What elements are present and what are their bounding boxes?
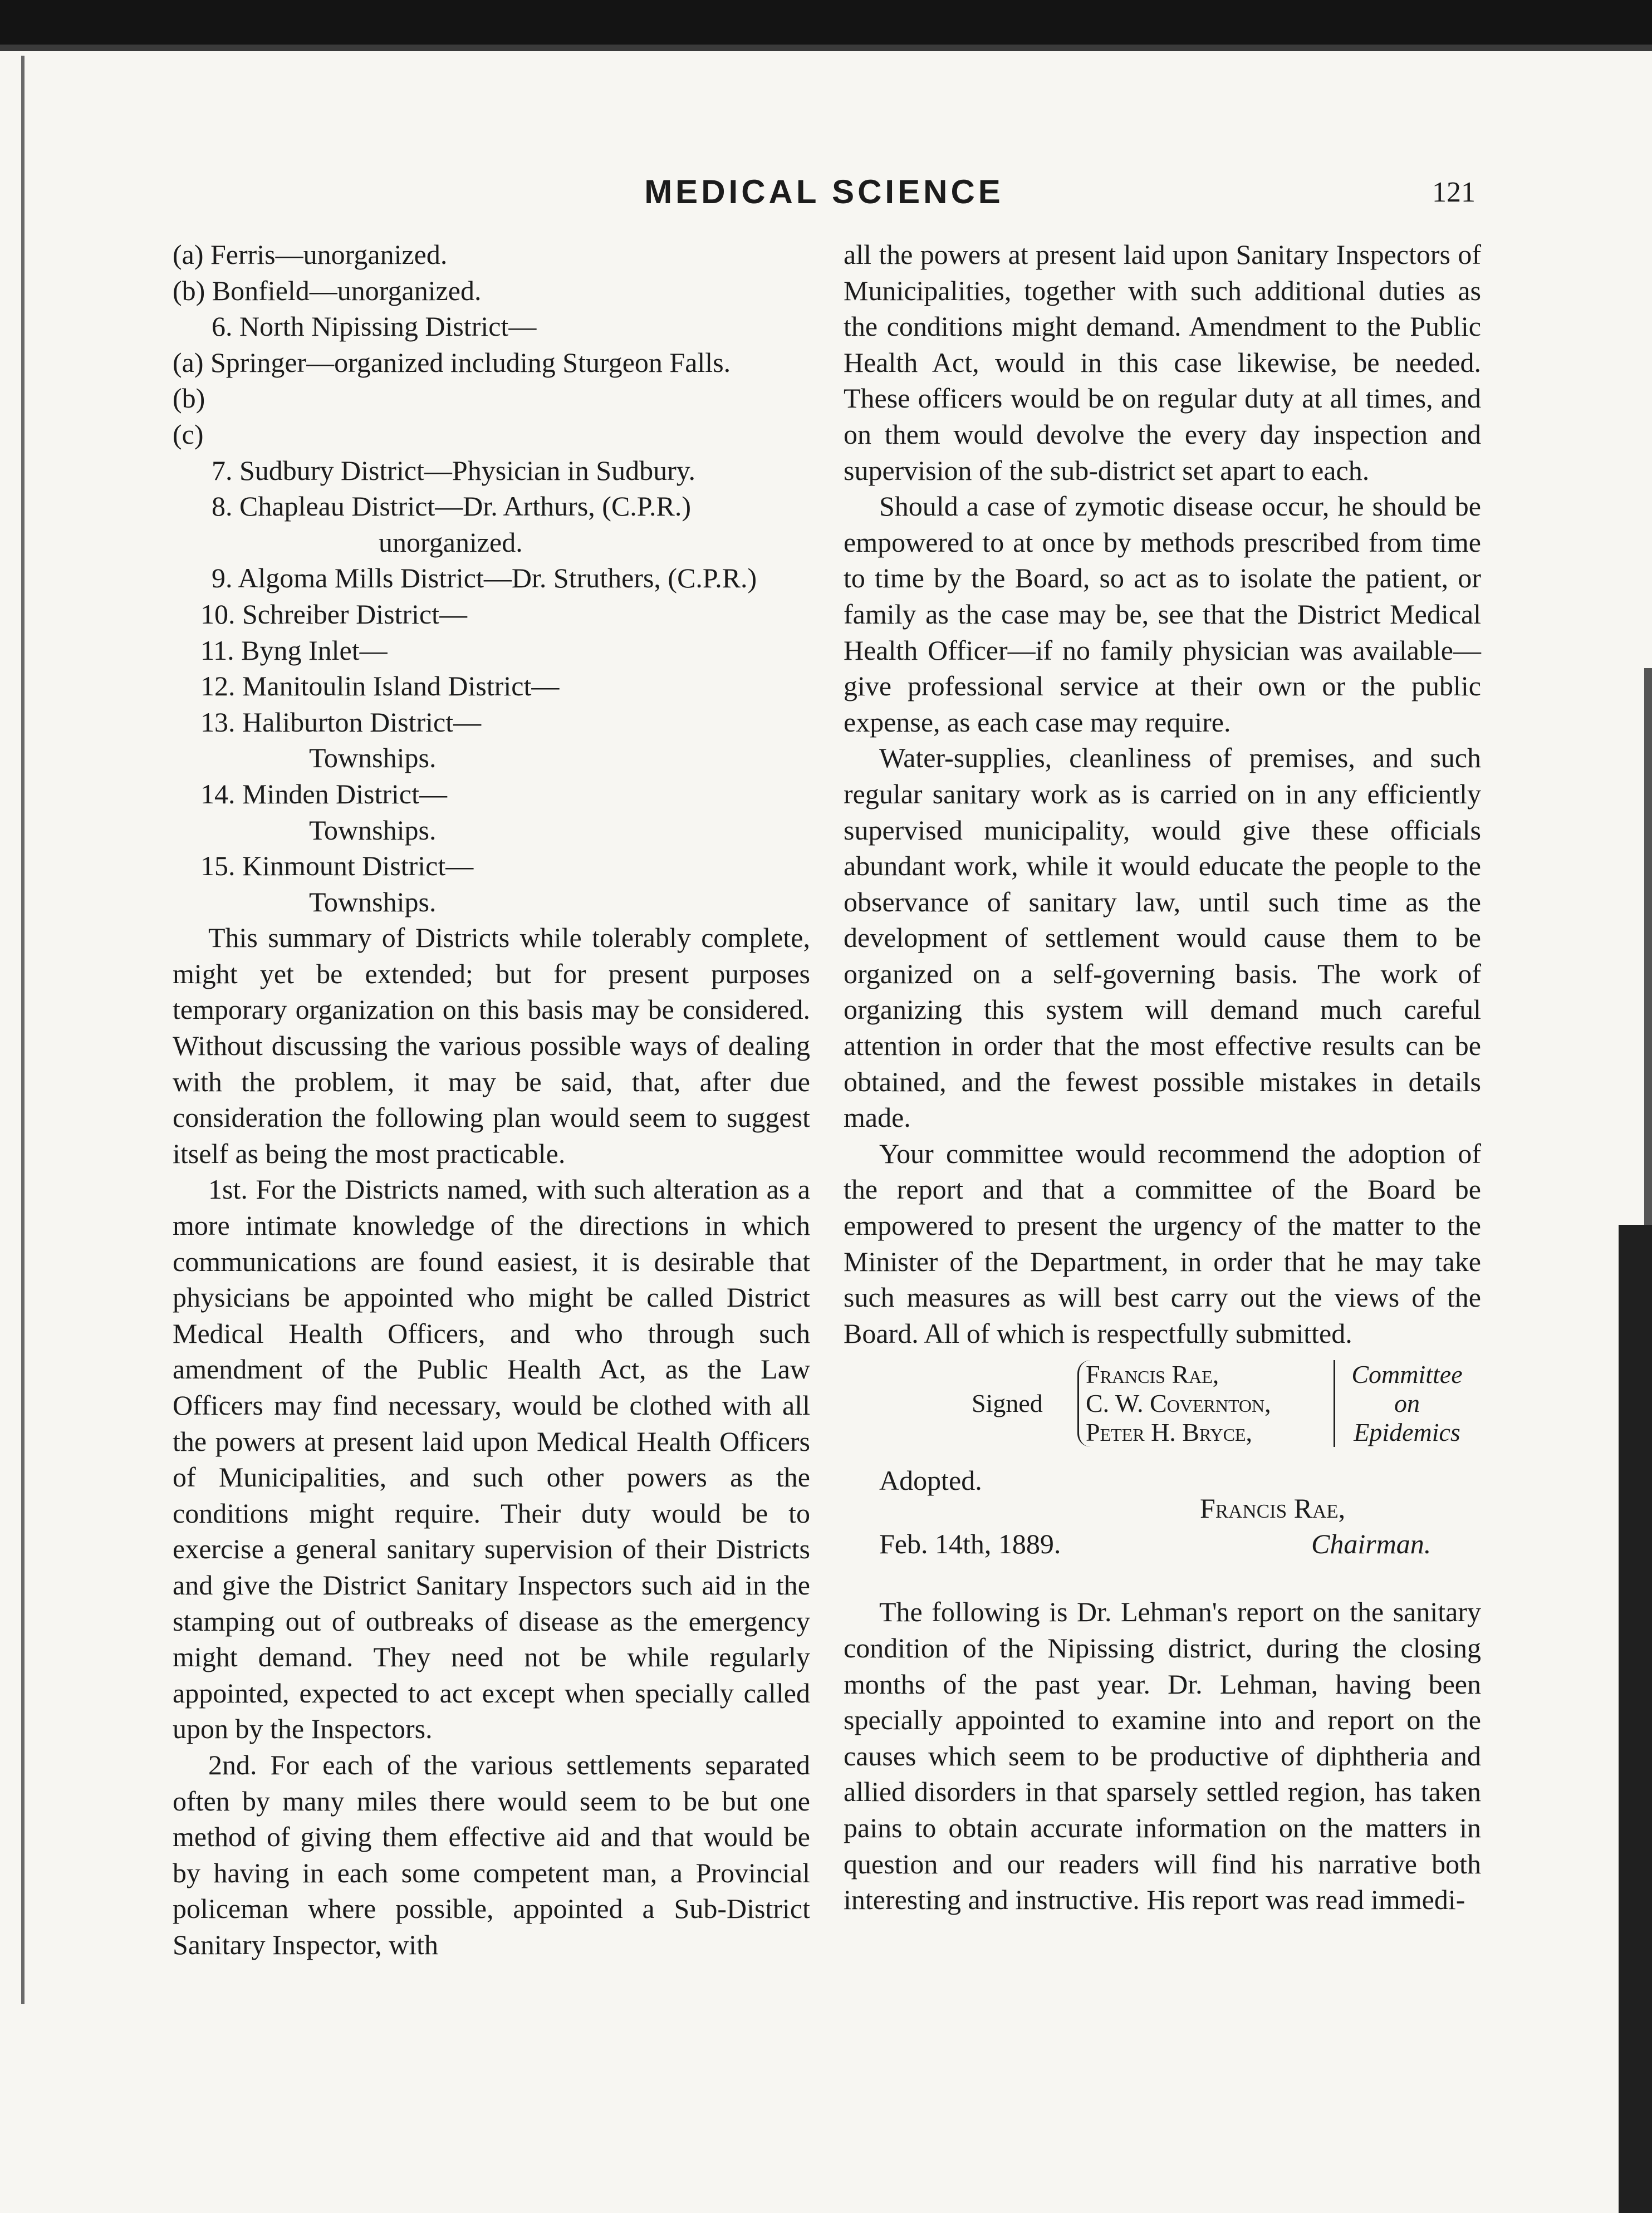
list-item: (b) Bonfield—unorganized.: [173, 274, 482, 306]
list-item-continuation: unorganized.: [379, 526, 523, 558]
paragraph: This summary of Districts while tolerably complete, might yet be extended; but for present purposes temporary organization on this basis may be considered. Without discussing the various possible ways of dealing with the problem, it may be said, that, after due consideration the following plan would seem to suggest itself as being the most practicable.: [173, 922, 810, 1169]
signatory-names: [1077, 1360, 1271, 1447]
scan-edge-right: [1619, 1225, 1652, 2213]
list-item: (a) Springer—organized including Sturgeon Falls.: [173, 346, 731, 378]
list-item-continuation: Townships.: [309, 814, 437, 846]
chairman-block: [844, 1490, 1481, 1563]
section-spacer: [844, 1563, 1481, 1594]
paragraph: all the powers at present laid upon Sanitary Inspectors of Municipalities, together with such additional duties as the conditions might demand. Amendment to the Public Health Act, would in this case likewise, be needed. These officers would be on regular duty at all times, and on them would devolve the every day inspection and supervision of the sub-district set apart to each.: [844, 239, 1481, 486]
committee-line: on: [1394, 1389, 1420, 1418]
signature-block: [844, 1357, 1481, 1496]
list-item: 9. Algoma Mills District—Dr. Struthers, (C.P.R.): [212, 562, 757, 594]
list-item: 15. Kinmount District—: [200, 850, 474, 882]
list-item: 7. Sudbury District—Physician in Sudbury.: [212, 454, 695, 486]
committee-line: Epidemics: [1354, 1418, 1460, 1447]
list-item: (a) Ferris—unorganized.: [173, 239, 448, 270]
scan-border-top-shadow: [0, 45, 1652, 51]
paragraph: The following is Dr. Lehman's report on the sanitary condition of the Nipissing district, during the closing months of the past year. Dr. Lehman, having been specially appointed to examine into and report on the causes which seem to be productive of diphtheria and allied disorders in that sparsely settled region, has taken pains to obtain accurate information on the matters in question and our readers will find his narrative both interesting and instructive. His report was read immedi-: [844, 1596, 1481, 1916]
right-column: [844, 237, 1481, 1918]
left-column: [173, 237, 810, 1963]
scan-edge-left: [21, 56, 24, 2004]
list-item: (b): [173, 382, 205, 414]
list-item: 14. Minden District—: [200, 778, 448, 809]
page-number: 121: [1432, 176, 1475, 208]
signatory-name: Francis Rae,: [1086, 1360, 1219, 1389]
chairman-title: Chairman.: [1311, 1528, 1432, 1560]
list-item-continuation: Townships.: [309, 742, 437, 774]
paragraph: 2nd. For each of the various settlements separated often by many miles there would seem to be but one method of giving them effective aid and that would be by having in each some competent man, a Provincial policeman where possible, appointed a Sub-District Sanitary Inspector, with: [173, 1749, 810, 1960]
scan-edge-right-shadow: [1644, 668, 1652, 1225]
paragraph: Your committee would recommend the adoption of the report and that a committee of the Board be empowered to present the urgency of the matter to the Minister of the Department, in order that he may take such measures as will best carry out the views of the Board. All of which is respectfully submitted.: [844, 1137, 1481, 1349]
signed-label: Signed: [972, 1389, 1043, 1418]
paragraph: Water-supplies, cleanliness of premises, and such regular sanitary work as is carried on in any efficiently supervised municipality, would give these officials abundant work, while it would educate the people to the observance of sanitary law, until such time as the development of settlement would cause them to be organized on a self-governing basis. The work of organizing this system will demand much careful attention in order that the most effective results can be obtained, and the fewest possible mistakes in details made.: [844, 742, 1481, 1134]
journal-title: MEDICAL SCIENCE: [644, 173, 1004, 210]
committee-label: [1334, 1360, 1471, 1447]
list-item: 8. Chapleau District—Dr. Arthurs, (C.P.R.): [212, 490, 692, 522]
paragraph: 1st. For the Districts named, with such alteration as a more intimate knowledge of the directions in which communications are found easiest, it is desirable that physicians be appointed who might be called District Medical Health Officers, and who through such amendment of the Public Health Act, as the Law Officers may find necessary, would be clothed with all the powers at present laid upon Medical Health Officers of Municipalities, and such other powers as the conditions might require. Their duty would be to exercise a general sanitary supervision of their Districts and give the District Sanitary Inspectors such aid in the stamping out of outbreaks of disease as the emergency might demand. They need not be while regularly appointed, expected to act except when specially called upon by the Inspectors.: [173, 1174, 810, 1745]
list-item: 12. Manitoulin Island District—: [200, 670, 560, 702]
list-item: 6. North Nipissing District—: [212, 311, 537, 342]
signatory-name: C. W. Covernton,: [1086, 1389, 1271, 1418]
committee-line: Committee: [1351, 1360, 1463, 1389]
list-item-continuation: Townships.: [309, 886, 437, 917]
list-item: 10. Schreiber District—: [200, 598, 468, 630]
adopted-label: Adopted.: [879, 1465, 982, 1496]
adoption-date: Feb. 14th, 1889.: [879, 1528, 1061, 1560]
list-item: 13. Haliburton District—: [200, 706, 482, 738]
signatory-name: Peter H. Bryce,: [1086, 1418, 1253, 1447]
chairman-name: Francis Rae,: [1200, 1493, 1346, 1524]
running-head: [173, 173, 1475, 217]
list-item: 11. Byng Inlet—: [200, 634, 388, 666]
paragraph: Should a case of zymotic disease occur, he should be empowered to at once by methods prescribed from time to time by the Board, so act as to isolate the patient, or family as the case may be, see that the District Medical Health Officer—if no family physician was available—give professional service at their own or the public expense, as each case may require.: [844, 490, 1481, 738]
list-item: (c): [173, 418, 204, 450]
scan-border-top: [0, 0, 1652, 45]
